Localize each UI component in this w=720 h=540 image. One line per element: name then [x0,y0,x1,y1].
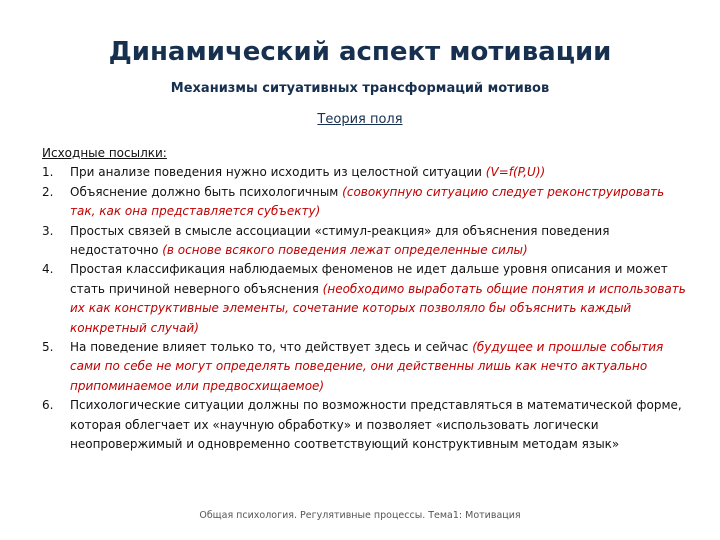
premises-heading: Исходные посылки: [42,146,167,160]
item-note: (необходимо выработать общие понятия и использовать их как конструктивные элементы, сочетание которых позволяло бы объяснить каждый конкретный случай) [70,281,686,335]
premises-list [42,163,690,454]
item-number: 4. [42,262,54,277]
slide-title: Динамический аспект мотивации [108,37,612,67]
footer-text: Общая психология. Регулятивные процессы. Тема1: Мотивация [199,510,521,521]
item-number: 3. [42,223,54,238]
item-note: (V=f(P,U)) [485,165,546,180]
item-text: Объяснение должно быть психологичным [70,184,343,199]
item-text: Психологические ситуации должны по возможности представляться в математической форме, которая облегчает их «научную обработку» и позволяет «использовать логически неопровержимый и одновременно соответствующий конструктивным методам язык» [70,398,682,452]
body-block [42,144,690,455]
list-item [42,396,690,454]
item-text: Простых связей в смысле ассоциации «стимул-реакция» для объяснения поведения недостаточно [70,223,610,258]
list-item [42,163,690,182]
item-note: (в основе всякого поведения лежат определенные силы) [162,243,528,258]
item-text: Простая классификация наблюдаемых феноменов не идет дальше уровня описания и может стать причиной неверного объяснения [70,262,668,296]
item-number: 2. [42,184,54,199]
list-item [42,260,690,338]
slide-subtitle: Механизмы ситуативных трансформаций мотивов [170,81,550,96]
item-text: При анализе поведения нужно исходить из целостной ситуации [70,165,486,180]
list-item [42,183,690,222]
item-number: 1. [42,165,54,180]
item-number: 5. [42,340,54,355]
item-text: На поведение влияет только то, что действует здесь и сейчас [70,340,473,355]
list-item [42,222,690,261]
list-item [42,338,690,396]
item-note: (совокупную ситуацию следует реконструировать так, как она представляется субъекту) [70,184,665,219]
item-note: (будущее и прошлые события сами по себе не могут определять поведение, они действенны лишь как нечто актуально припоминаемое или предвосхищаемое) [70,340,664,393]
section-title-text: Теория поля [317,112,403,127]
section-title [0,111,720,129]
item-number: 6. [42,398,54,413]
